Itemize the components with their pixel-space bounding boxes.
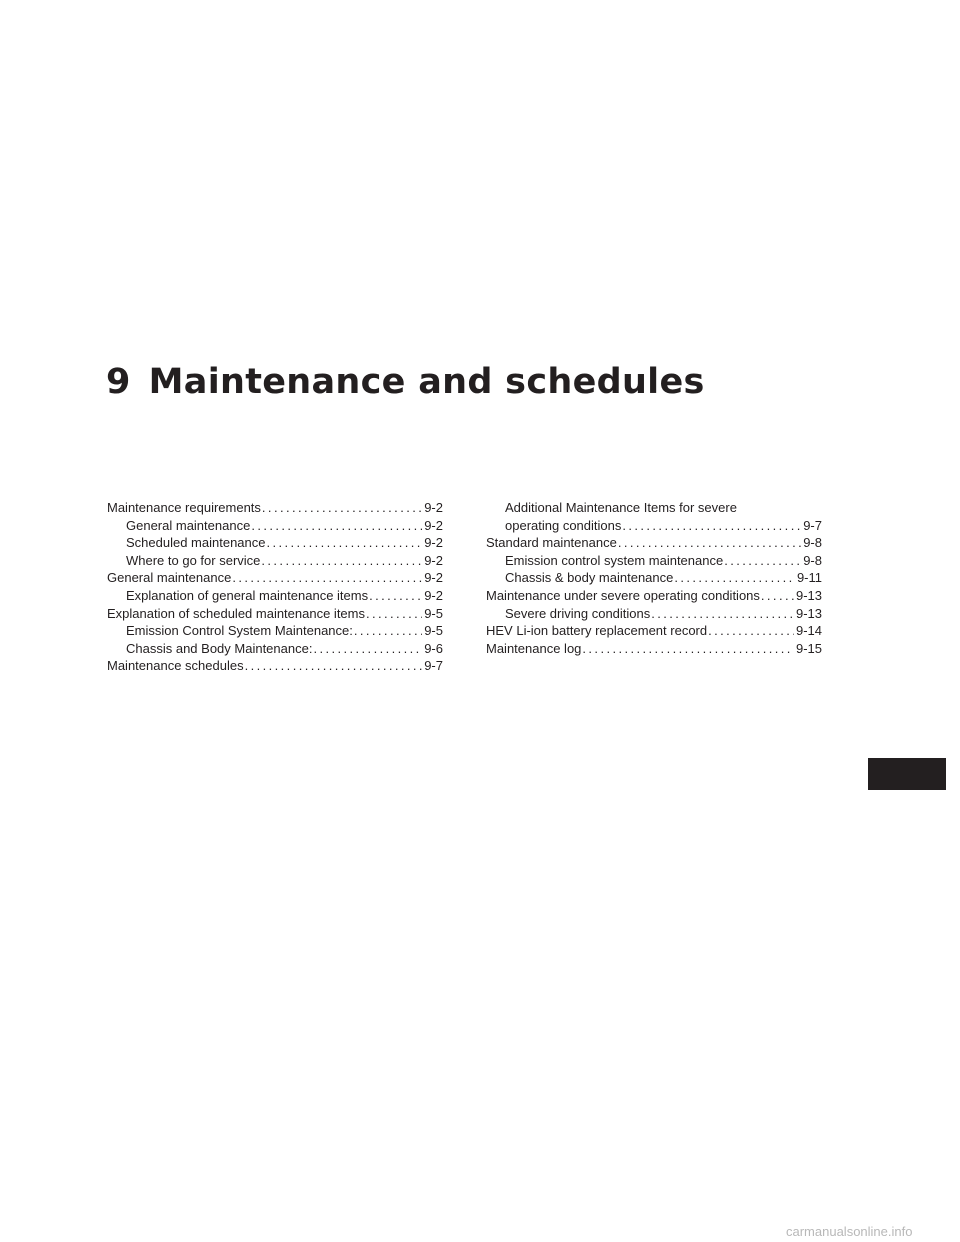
toc-entry-label: Where to go for service <box>126 552 261 568</box>
toc-entry-label: Maintenance schedules <box>107 658 244 674</box>
toc-entry-label: Chassis and Body Maintenance: <box>126 640 313 656</box>
toc-entry[interactable] <box>486 569 822 587</box>
toc-entry-label: Maintenance requirements <box>107 500 261 515</box>
toc-entry[interactable] <box>107 517 443 535</box>
chapter-title-text: Maintenance and schedules <box>148 362 705 402</box>
dot-leader <box>618 534 801 552</box>
toc-entry-label: General maintenance <box>126 517 251 533</box>
toc-entry-page: 9-2 <box>424 587 443 603</box>
toc-entry-page: 9-13 <box>795 605 822 621</box>
toc-entry-page: 9-5 <box>424 623 443 639</box>
toc-entry-label: Scheduled maintenance <box>126 535 266 551</box>
toc-entry-page: 9-8 <box>803 552 822 568</box>
dot-leader <box>313 640 422 658</box>
toc-entry-label: Explanation of general maintenance items <box>126 587 369 603</box>
chapter-number: 9 <box>106 362 131 402</box>
toc-entry-label: Chassis & body maintenance <box>505 570 674 586</box>
toc-entry-page: 9-6 <box>424 640 443 656</box>
toc-left-column <box>107 499 443 675</box>
toc-entry-page: 9-2 <box>424 535 443 551</box>
toc-entry[interactable] <box>107 657 443 675</box>
toc-entry-label: operating conditions <box>505 517 622 533</box>
toc-entry[interactable] <box>486 534 822 552</box>
toc-entry[interactable] <box>107 569 443 587</box>
toc-entry-page: 9-2 <box>424 552 443 568</box>
dot-leader <box>251 517 422 535</box>
toc-entry-page: 9-7 <box>424 658 443 674</box>
toc-entry[interactable] <box>107 640 443 658</box>
toc-entry-label: Standard maintenance <box>486 535 617 551</box>
dot-leader <box>724 552 801 570</box>
toc-entry-page: 9-11 <box>796 570 822 586</box>
toc-entry-page: 9-5 <box>424 605 443 621</box>
toc-entry-label: HEV Li-ion battery replacement record <box>486 623 708 639</box>
chapter-tab-marker <box>868 758 946 790</box>
toc-entry-page: 9-2 <box>424 517 443 533</box>
dot-leader <box>582 640 794 658</box>
dot-leader <box>674 569 795 587</box>
toc-entry-page: 9-15 <box>795 640 822 656</box>
toc-entry[interactable] <box>107 587 443 605</box>
dot-leader <box>261 552 422 570</box>
dot-leader <box>761 587 794 605</box>
dot-leader <box>262 499 422 517</box>
toc-entry-page: 9-2 <box>424 500 443 515</box>
toc-entry-page: 9-8 <box>803 535 822 551</box>
toc-entry-label: Emission Control System Maintenance: <box>126 623 353 639</box>
toc-entry-page: 9-13 <box>795 587 822 603</box>
watermark: carmanualsonline.info <box>786 1224 913 1239</box>
toc-entry-page: 9-2 <box>424 570 443 586</box>
toc-entry[interactable] <box>107 534 443 552</box>
chapter-title <box>106 362 705 402</box>
dot-leader <box>622 517 801 535</box>
dot-leader <box>354 622 422 640</box>
toc-entry-label: Maintenance under severe operating conditions <box>486 587 760 603</box>
toc-entry-label: Maintenance log <box>486 640 582 656</box>
toc-right-column <box>486 499 822 657</box>
toc-entry[interactable] <box>107 499 443 517</box>
toc-entry[interactable] <box>107 552 443 570</box>
toc-entry[interactable] <box>486 605 822 623</box>
dot-leader <box>267 534 423 552</box>
toc-entry-page: 9-14 <box>795 623 822 639</box>
toc-entry-page: 9-7 <box>803 517 822 533</box>
dot-leader <box>651 605 794 623</box>
toc-entry[interactable] <box>486 640 822 658</box>
toc-entry-label: Emission control system maintenance <box>505 552 724 568</box>
toc-wrapped-entry-line1[interactable]: Additional Maintenance Items for severe <box>505 500 737 515</box>
toc-entry[interactable] <box>486 622 822 640</box>
toc-entry[interactable] <box>107 605 443 623</box>
toc-entry[interactable] <box>486 552 822 570</box>
dot-leader <box>245 657 423 675</box>
dot-leader <box>366 605 422 623</box>
toc-entry[interactable] <box>107 622 443 640</box>
toc-entry[interactable] <box>486 587 822 605</box>
toc-wrapped-entry[interactable] <box>486 517 822 535</box>
toc-entry-label: Severe driving conditions <box>505 605 651 621</box>
dot-leader <box>232 569 422 587</box>
toc-entry-label: General maintenance <box>107 570 232 586</box>
dot-leader <box>369 587 422 605</box>
dot-leader <box>708 622 794 640</box>
toc-entry-label: Explanation of scheduled maintenance items <box>107 605 365 621</box>
